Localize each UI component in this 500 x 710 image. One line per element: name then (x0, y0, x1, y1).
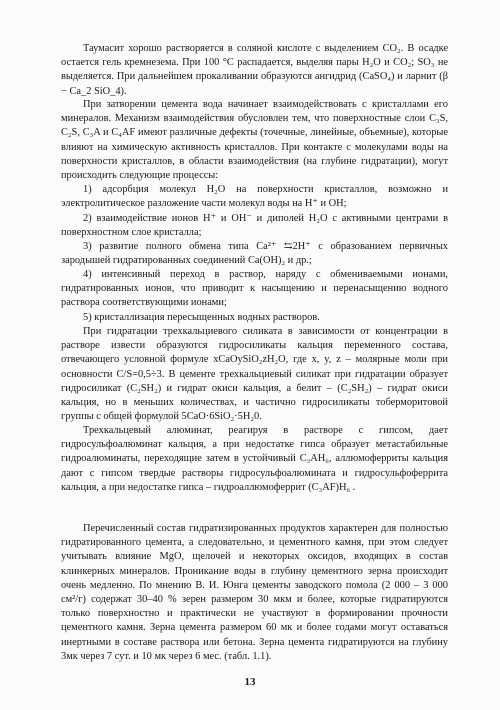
page-number: 13 (244, 676, 256, 688)
paragraph-tricalcium-silicate: При гидратации трехкальциевого силиката в зависимости от концентрации в растворе извести образуются гидросиликаты кальция переменного состава, отвечающего условной формуле xCaOySiO₂zH₂O, где x, y, z – молярные моли при основности C/S=0,5÷3. В цементе трехкальциевый силикат при гидратации образует гидросиликат (C₂SH₂) и гидрат окиси кальция, а белит – (C₂SH₂) – гидрат окиси кальция, но в меньших количествах, и частично гидросиликаты тоберморитовой группы с общей формулой 5CaO·6SiO₂·5H₂0. (61, 326, 448, 423)
paragraph-tricalcium-aluminate: Трехкальцевый алюминат, реагируя в растворе с гипсом, дает гидросульфоалюминат кальция, а при недостатке гипса образует метастабильные гидроалюминаты, переходящие затем в устойчивый C₃AH₆, аллюмоферриты кальция дают с гипсом твердые растворы гидросульфоалюмината и гидросульфоферрита кальция, а при недостатке гипса – гидроаллюмоферрит (C₃AF)H₆ . (61, 425, 448, 493)
paragraph-process-5: 5) кристаллизация пересыщенных водных растворов. (83, 312, 320, 323)
paragraph-hydration-products: Перечисленный состав гидратизированных продуктов характерен для полностью гидратированного цемента, а следовательно, и цементного камня, при этом следует учитывать влияние MgO, щелочей и некоторых оксидов, входящих в состав клинкерных минералов. Проникание воды в глубину цементного зерна происходит очень медленно. По мнению В. И. Юнга цементы заводского помола (2 000 – 3 000 см²/г) содержат 30–40 % зерен размером 30 мкм и более, которые гидратируются только поверхностно и практически не участвуют в формировании прочности цементного камня. Зерна цемента размером 60 мк и более годами могут оставаться инертными в составе раствора или бетона. Зерна цемента гидратируются на глубину 3мк через 7 сут. и 10 мк через 6 мес. (табл. 1.1). (61, 523, 448, 662)
paragraph-process-4: 4) интенсивный переход в раствор, наряду с обменивaемыми ионами, гидратированных ионов, что приводит к насыщению и перенасыщению водного раствора соответствующими ионами; (61, 269, 448, 309)
paragraph-thaumasite: Таумасит хорошо растворяется в соляной кислоте с выделением CO₂. В осадке остается гель кремнезема. При 100 °C распадается, выделяя пары H₂O и CO₂; SO₃ не выделяется. При дальнейшем прокаливании образуются ангидрид (CaSO₄) и ларнит (β − Ca_2 SiO_4). (61, 43, 448, 97)
paragraph-process-2: 2) взаимодействие ионов H⁺ и OH⁻ и диполей H₂O с активными центрами в поверхностном слое кристалла; (61, 213, 448, 239)
paragraph-process-3: 3) развитие полного обмена типа Ca²⁺ ⇆2H⁺ с образованием первичных зародышей гидратированных соединений Ca(OH)₂ и др.; (61, 241, 448, 267)
paragraph-process-1: 1) адсорбция молекул H₂O на поверхности кристаллов, возможно и электролитическое разложение части молекул воды на H⁺ и OH; (61, 184, 448, 210)
paragraph-cement-hydration-intro: При затворении цемента вода начинает взаимодействовать с кристаллами его минералов. Механизм взаимодействия обусловлен тем, что поверхностные слои C₃S, C₂S, C₃A и C₄AF имеют различные дефекты (точечные, линейные, объемные), которые влияют на химическую активность кристаллов. При контакте с молекулами воды на поверхности кристаллов, в области взаимодействия (на глубине гидратации), могут происходить следующие процессы: (61, 99, 448, 182)
